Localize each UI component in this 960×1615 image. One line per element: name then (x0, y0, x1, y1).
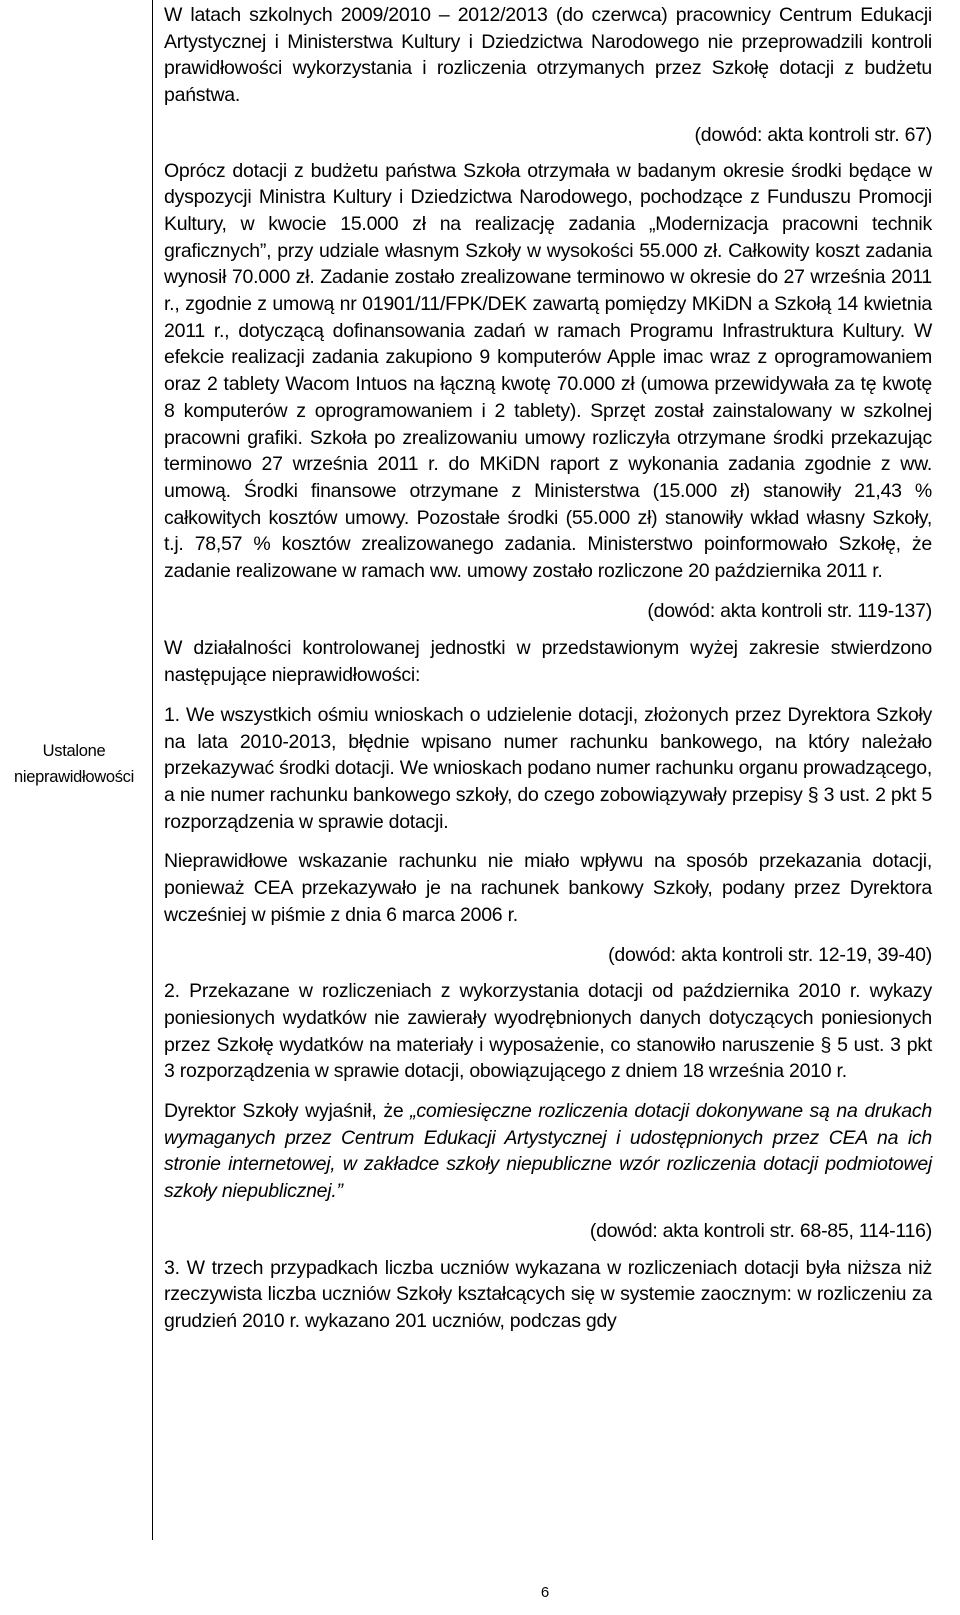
explanation-quote: „comiesięczne rozliczenia dotacji dokonywane są na drukach wymaganych przez Centrum Edukacji Artystycznej i udostępnionych przez CEA na ich stronie internetowej, w zakładce szkoły niepubliczne wzór rozliczenia dotacji podmiotowej szkoły niepublicznej.” (164, 1100, 932, 1203)
evidence-reference-3: (dowód: akta kontroli str. 12-19, 39-40) (608, 943, 932, 966)
main-text (164, 2, 932, 1335)
paragraph-6: 2. Przekazane w rozliczeniach z wykorzystania dotacji od października 2010 r. wykazy poniesionych wydatków nie zawierały wyodrębnionych danych dotyczących poniesionych przez Szkołę wydatków na materiały i wyposażenie, co stanowiło naruszenie § 5 ust. 3 pkt 3 rozporządzenia w sprawie dotacji, obowiązującego z dniem 18 września 2010 r. (164, 980, 932, 1083)
paragraph-8: 3. W trzech przypadkach liczba uczniów wykazana w rozliczeniach dotacji była niższa niż rzeczywista liczba uczniów Szkoły kształcących się w systemie zaocznym: w rozliczeniu za grudzień 2010 r. wykazano 201 uczniów, podczas gdy (164, 1256, 932, 1332)
margin-divider (152, 0, 153, 1540)
paragraph-2: Oprócz dotacji z budżetu państwa Szkoła otrzymała w badanym okresie środki będące w dyspozycji Ministra Kultury i Dziedzictwa Narodowego, pochodzące z Funduszu Promocji Kultury, w kwocie 15.000 zł na realizację zadania „Modernizacja pracowni technik graficznych”, przy udziale własnym Szkoły w wysokości 55.000 zł. Całkowity koszt zadania wynosił 70.000 zł. Zadanie zostało zrealizowane terminowo w okresie do 27 września 2011 r., zgodnie z umową nr 01901/11/FPK/DEK zawartą pomiędzy MKiDN a Szkołą 14 kwietnia 2011 r., dotyczącą dofinansowania zadań w ramach Programu Infrastruktura Kultury. W efekcie realizacji zadania zakupiono 9 komputerów Apple imac wraz z oprogramowaniem oraz 2 tablety Wacom Intuos na łączną kwotę 70.000 zł (umowa przewidywała za tę kwotę 8 komputerów z oprogramowaniem i 2 tablety). Sprzęt został zainstalowany w szkolnej pracowni grafiki. Szkoła po zrealizowaniu umowy rozliczyła otrzymane środki przekazując terminowo 27 września 2011 r. do MKiDN raport z wykonania zadania zgodnie z ww. umową. Środki finansowe otrzymane z Ministerstwa (15.000 zł) stanowiły 21,43 % całkowitych kosztów umowy. Pozostałe środki (55.000 zł) stanowiły wkład własny Szkoły, t.j. 78,57 % kosztów zrealizowanego zadania. Ministerstwo poinformowało Szkołę, że zadanie realizowane w ramach ww. umowy zostało rozliczone 20 października 2011 r. (164, 159, 932, 583)
margin-note: Ustalone nieprawidłowości (14, 742, 134, 786)
evidence-reference-2: (dowód: akta kontroli str. 119-137) (647, 599, 932, 622)
evidence-reference-4: (dowód: akta kontroli str. 68-85, 114-116) (589, 1219, 932, 1242)
page-number: 6 (540, 1584, 550, 1601)
paragraph-3: W działalności kontrolowanej jednostki w przedstawionym wyżej zakresie stwierdzono następujące nieprawidłowości: (164, 637, 932, 687)
paragraph-5: Nieprawidłowe wskazanie rachunku nie miało wpływu na sposób przekazania dotacji, ponieważ CEA przekazywało je na rachunek bankowy Szkoły, podany przez Dyrektora wcześniej w piśmie z dnia 6 marca 2006 r. (164, 850, 932, 926)
explanation-intro: Dyrektor Szkoły wyjaśnił, że (164, 1100, 411, 1123)
paragraph-1: W latach szkolnych 2009/2010 – 2012/2013 (do czerwca) pracownicy Centrum Edukacji Artystycznej i Ministerstwa Kultury i Dziedzictwa Narodowego nie przeprowadzili kontroli prawidłowości wykorzystania i rozliczenia otrzymanych przez Szkołę dotacji z budżetu państwa. (164, 4, 932, 107)
paragraph-4: 1. We wszystkich ośmiu wnioskach o udzielenie dotacji, złożonych przez Dyrektora Szkoły na lata 2010-2013, błędnie wpisano numer rachunku bankowego, na który należało przekazywać środki dotacji. We wnioskach podano numer rachunku organu prowadzącego, a nie numer rachunku bankowego szkoły, do czego zobowiązywały przepisy § 3 ust. 2 pkt 5 rozporządzenia w sprawie dotacji. (164, 703, 932, 833)
evidence-reference-1: (dowód: akta kontroli str. 67) (694, 123, 932, 146)
paragraph-7 (164, 1098, 932, 1205)
